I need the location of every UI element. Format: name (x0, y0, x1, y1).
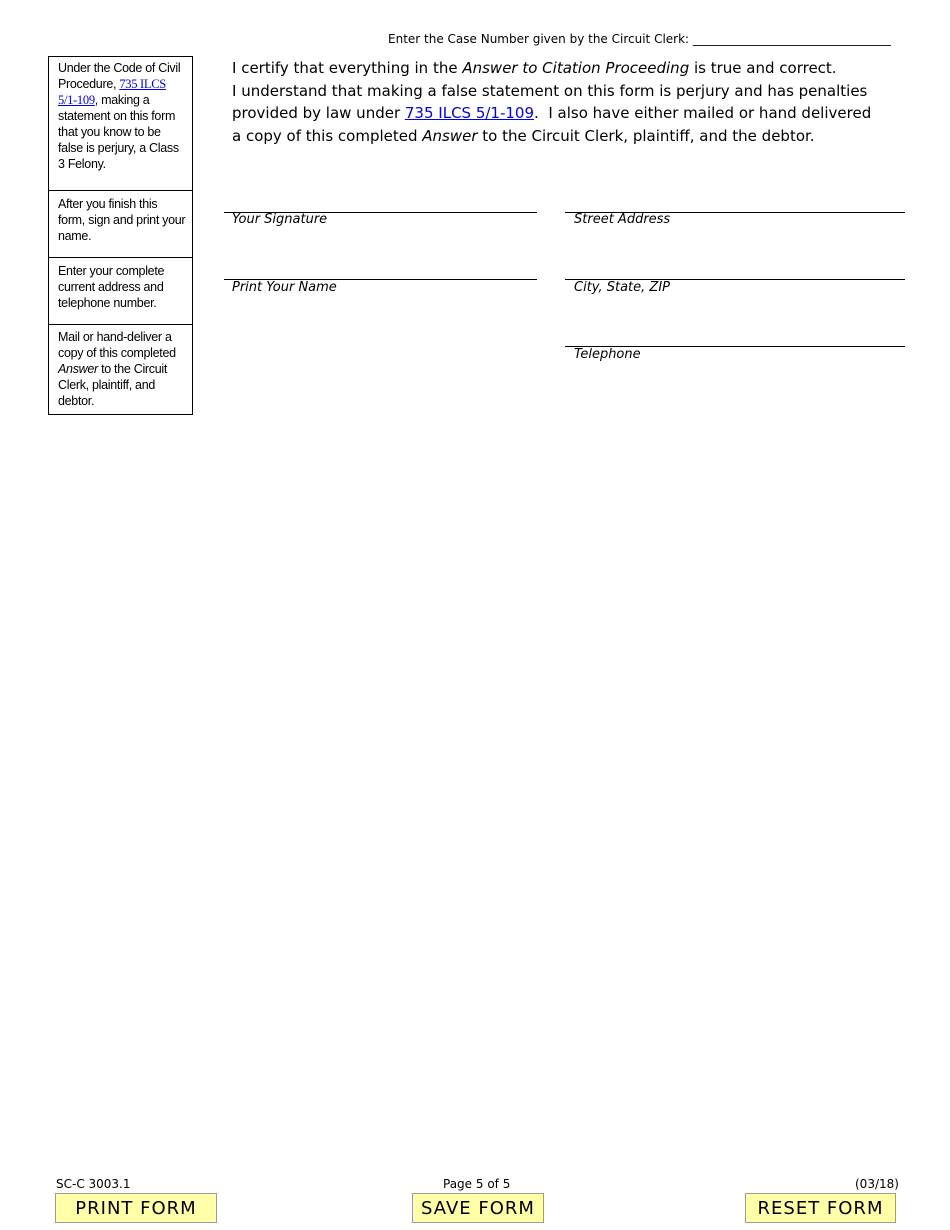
instruction-emphasis: Answer (58, 362, 98, 376)
telephone-label: Telephone (574, 347, 641, 362)
instruction-mail (49, 325, 192, 414)
page-number: Page 5 of 5 (443, 1177, 511, 1191)
form-title-emphasis: Answer to Citation Proceeding (462, 59, 690, 77)
certification-text: is true and correct. (689, 59, 837, 77)
save-form-button[interactable]: SAVE FORM (412, 1193, 544, 1223)
signature-label: Your Signature (232, 212, 328, 227)
instruction-text: Mail or hand-deliver a copy of this completed (58, 330, 176, 360)
instruction-text: , making a statement on this form that you know to be false is perjury, a Class 3 Felony. (58, 93, 179, 171)
case-number-field[interactable]: _________________________________ (692, 32, 891, 46)
instruction-address (49, 258, 192, 325)
certification-line-2 (232, 80, 876, 148)
revision-date: (03/18) (855, 1177, 899, 1191)
city-state-zip-label: City, State, ZIP (574, 280, 670, 295)
certification-text: to the Circuit Clerk, plaintiff, and the debtor. (477, 126, 815, 145)
certification-text: I certify that everything in the (232, 59, 463, 77)
print-name-label: Print Your Name (232, 280, 337, 295)
street-address-label: Street Address (574, 212, 671, 227)
case-number-label: Enter the Case Number given by the Circuit Clerk: (388, 32, 690, 46)
instruction-sign (49, 191, 192, 258)
reset-form-button[interactable]: RESET FORM (745, 1193, 896, 1223)
form-code: SC-C 3003.1 (56, 1177, 131, 1191)
instruction-text: Under the Code of Civil Procedure, (58, 61, 181, 91)
statute-link[interactable]: 735 ILCS 5/1-109 (404, 104, 535, 122)
instruction-perjury (49, 57, 192, 191)
instruction-text: to the Circuit Clerk, plaintiff, and debtor. (58, 362, 168, 408)
statute-link[interactable]: 735 ILCS 5/1-109 (58, 77, 166, 107)
print-form-button[interactable]: PRINT FORM (55, 1193, 217, 1223)
case-number-line (388, 32, 908, 46)
certification-text: I understand that making a false statement on this form is perjury and has penalties provided by law under (232, 81, 868, 122)
certification-statement (232, 57, 876, 147)
instruction-text: Enter your complete current address and telephone number. (58, 264, 165, 310)
certification-line-1 (232, 57, 872, 80)
certification-text: . I also have either mailed or hand delivered a copy of this completed (232, 104, 876, 145)
instruction-text: After you finish this form, sign and print your name. (58, 197, 186, 243)
answer-emphasis: Answer (422, 126, 478, 145)
instructions-sidebar (48, 56, 193, 415)
